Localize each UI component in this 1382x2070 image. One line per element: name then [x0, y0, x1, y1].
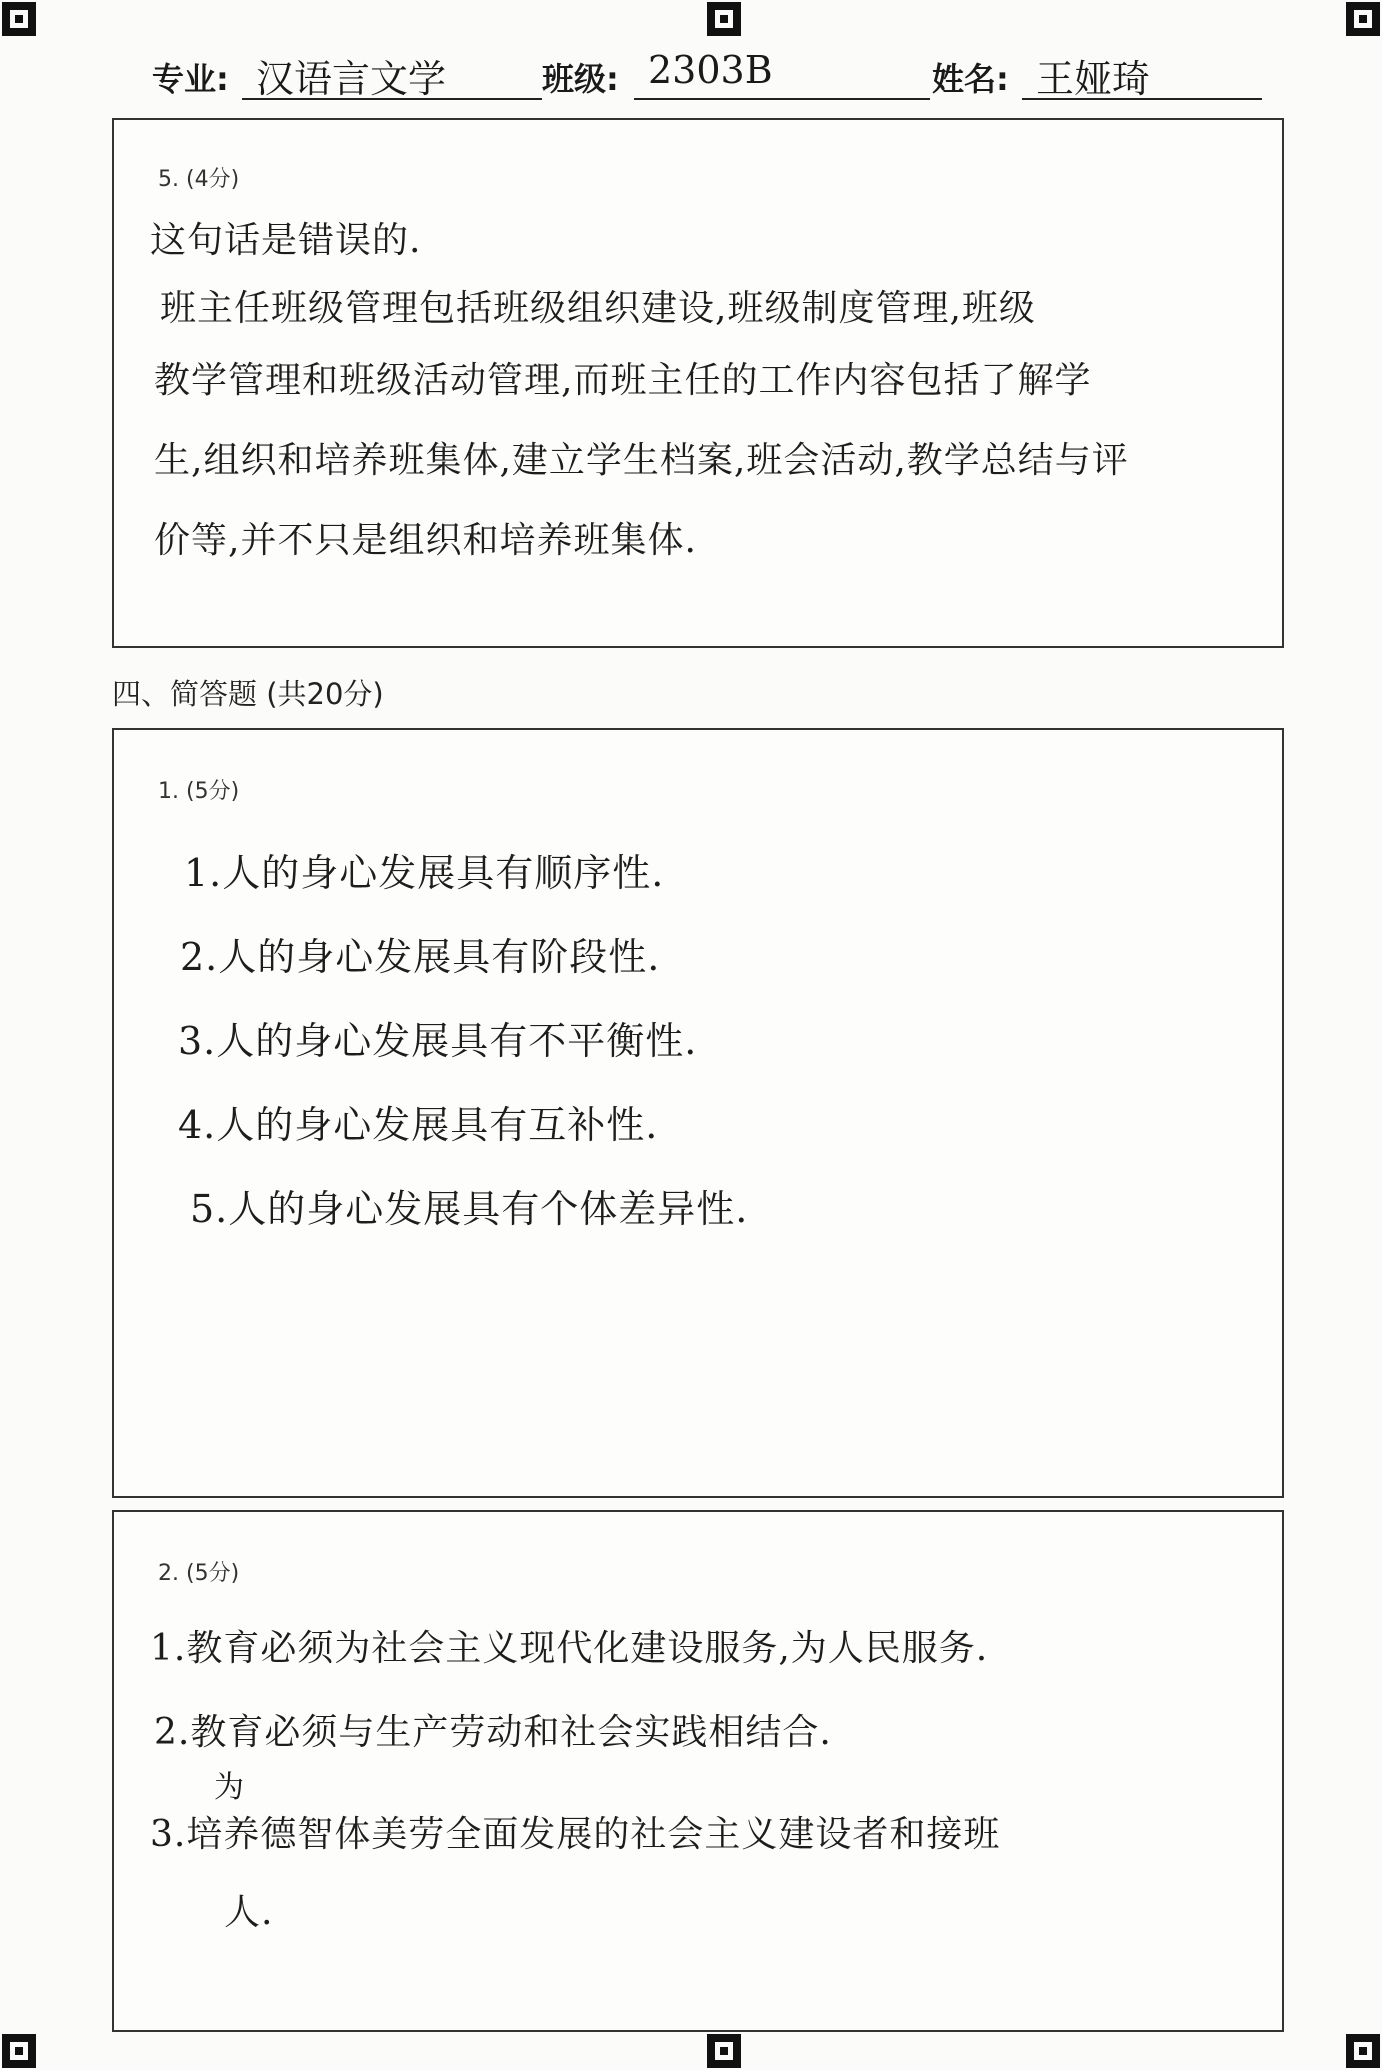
answer-line: 3.培养德智体美劳全面发展的社会主义建设者和接班: [150, 1814, 1001, 1855]
question-number: 5. (4分): [158, 167, 240, 192]
section-title-short-answer: 四、简答题 (共20分): [112, 677, 384, 711]
major-value: 汉语言文学: [242, 48, 542, 100]
major-label: 专业:: [152, 60, 229, 98]
corner-marker-bottom-center: [707, 2034, 741, 2068]
inserted-word: 为: [214, 1770, 245, 1805]
name-value: 王娅琦: [1022, 48, 1262, 100]
question-number: 2. (5分): [158, 1561, 240, 1586]
answer-line: 教学管理和班级活动管理,而班主任的工作内容包括了解学: [154, 360, 1092, 401]
answer-line: 价等,并不只是组织和培养班集体.: [154, 520, 697, 561]
answer-line: 班主任班级管理包括班级组织建设,班级制度管理,班级: [160, 288, 1036, 329]
answer-line: 1.教育必须为社会主义现代化建设服务,为人民服务.: [150, 1628, 989, 1669]
answer-line: 人.: [224, 1892, 274, 1933]
answer-line: 2.人的身心发展具有阶段性.: [180, 935, 661, 979]
answer-line: 2.教育必须与生产劳动和社会实践相结合.: [154, 1712, 832, 1753]
student-header: [152, 48, 1262, 108]
corner-marker-top-right: [1346, 2, 1380, 36]
corner-marker-top-center: [707, 2, 741, 36]
answer-line: 4.人的身心发展具有互补性.: [178, 1103, 659, 1147]
answer-line: 1.人的身心发展具有顺序性.: [184, 851, 665, 895]
corner-marker-bottom-right: [1346, 2034, 1380, 2068]
corner-marker-bottom-left: [2, 2034, 36, 2068]
answer-box-sa1: [112, 728, 1284, 1498]
question-number: 1. (5分): [158, 779, 240, 804]
class-label: 班级:: [542, 60, 619, 98]
answer-line: 5.人的身心发展具有个体差异性.: [190, 1187, 749, 1231]
class-value: 2303B: [634, 48, 930, 100]
name-label: 姓名:: [932, 60, 1009, 98]
answer-line: 3.人的身心发展具有不平衡性.: [178, 1019, 698, 1063]
corner-marker-top-left: [2, 2, 36, 36]
answer-box-q5: [112, 118, 1284, 648]
answer-line: 生,组织和培养班集体,建立学生档案,班会活动,教学总结与评: [154, 440, 1129, 481]
answer-line: 这句话是错误的.: [150, 220, 422, 261]
answer-box-sa2: [112, 1510, 1284, 2032]
